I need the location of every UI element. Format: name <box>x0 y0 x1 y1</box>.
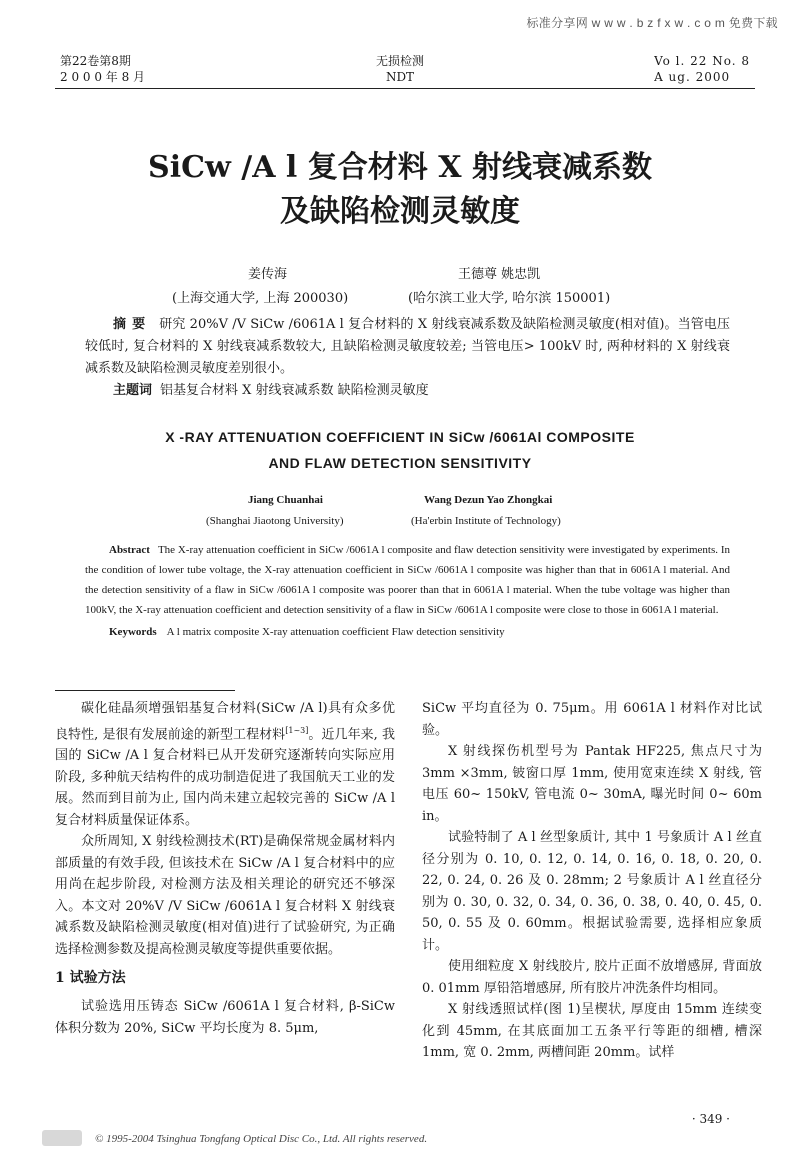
english-affiliation-1: (Shanghai Jiaotong University) <box>206 515 344 527</box>
publisher-logo-icon <box>42 1130 82 1146</box>
english-author-1: Jiang Chuanhai <box>248 494 323 506</box>
page-number: · 349 · <box>691 1112 730 1126</box>
english-title-line-1: X -RAY ATTENUATION COEFFICIENT IN SiCw /6061Al COMPOSITE <box>165 429 635 445</box>
body-paragraph-r2: 试验特制了 A l 丝型象质计, 其中 1 号象质计 A l 丝直径分别为 0. 10, 0. 12, 0. 14, 0. 16, 0. 18, 0. 20, 0. 22, 0. 24, 0. 26 及 0. 28mm; 2 号象质计 A l 丝直径分别为 0. 30, 0. 32, 0. 34, 0. 36, 0. 38, 0. 40, 0. 45, 0. 50, 0. 55 及 0. 60mm。根据试验需要, 选择相应象质计。 <box>422 830 762 953</box>
volume-issue: 第22卷第8期 <box>60 54 131 68</box>
journal-name-cn: 无损检测 <box>375 54 424 68</box>
section-heading: 1 试验方法 <box>55 970 126 987</box>
english-author-2: Wang Dezun Yao Zhongkai <box>424 494 553 506</box>
body-paragraph-r3: 使用细粒度 X 射线胶片, 胶片正面不放增感屏, 背面放 0. 01mm 厚铅箔增感屏, 所有胶片冲洗条件均相同。 <box>422 959 762 996</box>
english-title-line-2: AND FLAW DETECTION SENSITIVITY <box>268 455 532 471</box>
body-paragraph-r0: SiCw 平均直径为 0. 75μm。用 6061A l 材料作对比试验。 <box>422 701 762 738</box>
title-line-1: SiCw /A l 复合材料 X 射线衰减系数 <box>148 150 652 185</box>
english-affiliation-2: (Ha'erbin Institute of Technology) <box>411 515 561 527</box>
abstract-cn-text: 研究 20%V /V SiCw /6061A l 复合材料的 X 射线衰减系数及缺陷检测灵敏度(相对值)。当管电压较低时, 复合材料的 X 射线衰减系数较大, 且缺陷检测灵敏度较差; 当管电压> 100kV 时, 两种材料的 X 射线衰减系数及缺陷检测灵敏度差别很小。 <box>85 317 730 376</box>
para1-rest: 。近几年来, 我国的 SiCw /A l 复合材料已从开发研究逐渐转向实际应用阶段, 多种航天结构件的成功制造促进了我国航天工业的发展。然而到目前为止, 国内尚未建立起较完善的 SiCw /A l 复合材料质量保证体系。 <box>55 726 396 828</box>
body-paragraph-r4: X 射线透照试样(图 1)呈楔状, 厚度由 15mm 连续变化到 45mm, 在其底面加工五条平行等距的细槽, 槽深 1mm, 宽 0. 2mm, 两槽间距 20mm。试样 <box>422 1002 762 1060</box>
keywords-cn: 铝基复合材料 X 射线衰减系数 缺陷检测灵敏度 <box>160 383 429 398</box>
copyright-footer: © 1995-2004 Tsinghua Tongfang Optical Disc Co., Ltd. All rights reserved. <box>95 1133 428 1145</box>
paper-title <box>0 146 800 234</box>
header-rule <box>55 88 755 89</box>
affiliation-1: (上海交通大学, 上海 200030) <box>172 291 349 306</box>
body-paragraph-3: 试验选用压铸态 SiCw /6061A l 复合材料, β-SiCw 体积分数为 20%, SiCw 平均长度为 8. 5μm, <box>55 999 395 1036</box>
body-right-column <box>422 698 762 1064</box>
body-paragraph-r1: X 射线探伤机型号为 Pantak HF225, 焦点尺寸为 3mm ×3mm, 铍窗口厚 1mm, 使用宽束连续 X 射线, 管电压 60~ 150kV, 管电流 0~ 30mA, 曝光时间 0~ 60m in。 <box>422 744 762 824</box>
citation-ref: [1~3] <box>285 725 309 735</box>
author-1: 姜传海 <box>248 267 288 282</box>
keywords-en: A l matrix composite X-ray attenuation coefficient Flaw detection sensitivity <box>166 626 505 638</box>
para1-text: 碳化硅晶须增强铝基复合材料(SiCw /A l)具有众多优良特性, 是很有发展前途的新型工程材料 <box>55 701 395 742</box>
abstract-cn-label: 摘要 <box>113 317 152 332</box>
affiliation-2: (哈尔滨工业大学, 哈尔滨 150001) <box>408 291 611 306</box>
author-2: 王德尊 姚忠凯 <box>458 267 541 282</box>
abstract-en-label: Abstract <box>109 544 150 556</box>
volume-issue-en: Vo l. 22 No. 8 <box>654 54 750 68</box>
issue-date-en: A ug. 2000 <box>654 70 731 84</box>
abstract-en <box>85 540 730 642</box>
abstract-cn <box>85 314 730 402</box>
body-paragraph-1 <box>55 698 395 831</box>
abstract-en-text: The X-ray attenuation coefficient in SiCw /6061A l composite and flaw detection sensitivity were investigated by experiments. In the condition of lower tube voltage, the X-ray attenuation coefficient in SiCw /6061A l composite was higher than that in 6061A l material. And the detection sensitivity of a flaw in SiCw /6061A l composite was poorer than that in 6061A l material. When the tube voltage was higher than 100kV, the X-ray attenuation coefficient and detection sensitivity of a flaw in SiCw /6061A l composite were close to those in 6061A l material. <box>85 544 730 616</box>
journal-volume-en <box>654 53 750 85</box>
title-line-2: 及缺陷检测灵敏度 <box>280 194 520 229</box>
issue-date: 2 0 0 0 年 8 月 <box>60 70 146 84</box>
body-left-column <box>55 698 395 1039</box>
body-paragraph-2: 众所周知, X 射线检测技术(RT)是确保常规金属材料内部质量的有效手段, 但该技术在 SiCw /A l 复合材料中的应用尚在起步阶段, 对检测方法及相关理论的研究还不够深入。本文对 20%V /V SiCw /6061A l 复合材料 X 射线衰减系数及缺陷检测灵敏度(相对值)进行了试验研究, 为正确选择检测参数及提高检测灵敏度等提供重要依据。 <box>55 834 395 957</box>
watermark-text: 标准分享网 w w w . b z f x w . c o m 免费下载 <box>526 16 778 30</box>
english-title <box>0 424 800 476</box>
journal-name-en: NDT <box>385 70 415 84</box>
keywords-en-label: Keywords <box>109 626 157 638</box>
section-rule <box>55 690 235 691</box>
keywords-cn-label: 主题词 <box>113 383 153 398</box>
